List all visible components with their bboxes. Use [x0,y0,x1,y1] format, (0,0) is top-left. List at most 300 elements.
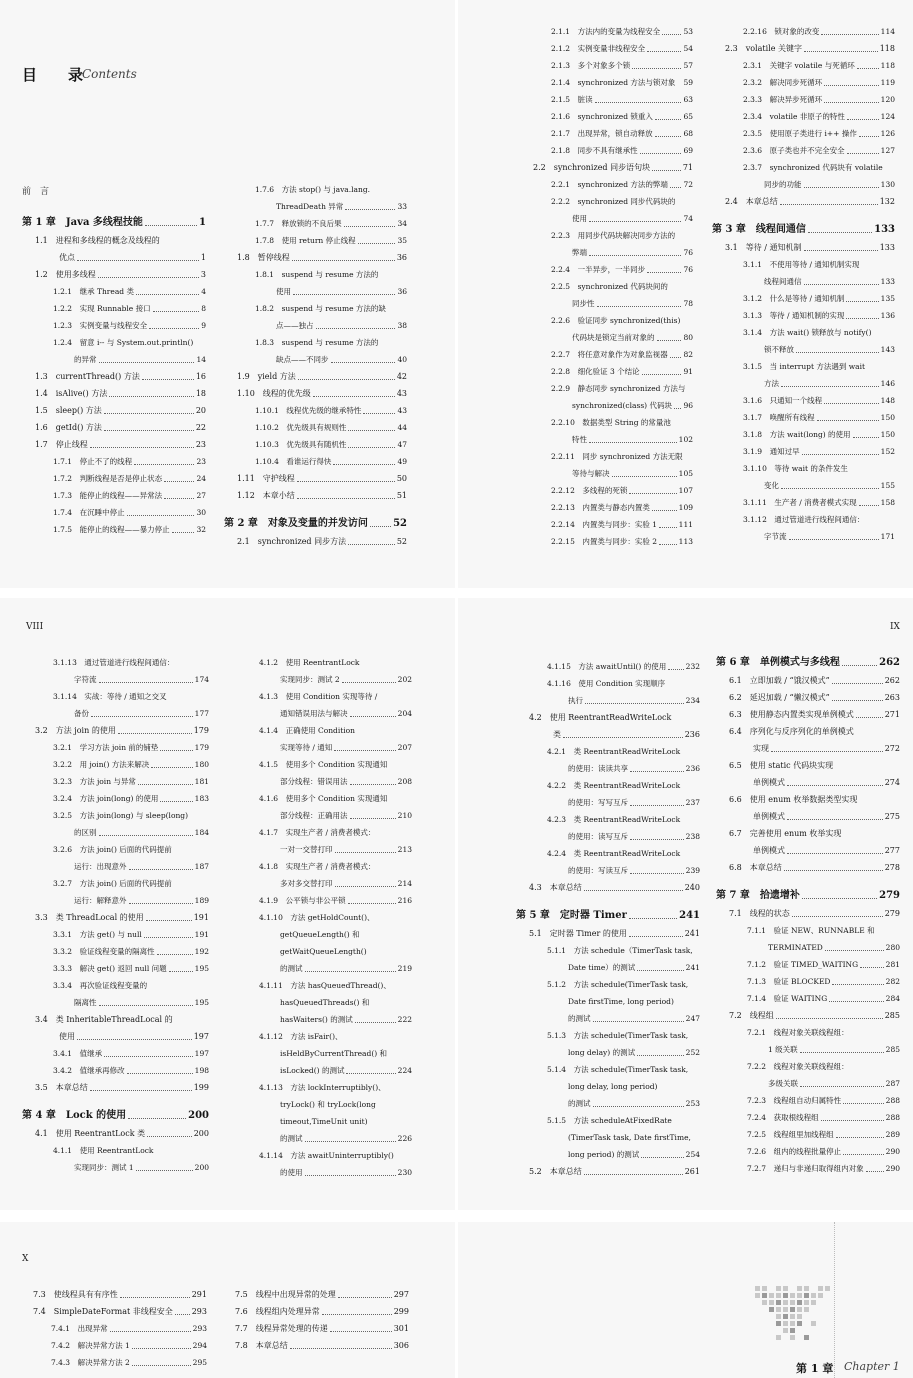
toc-entry[interactable] [22,722,209,739]
toc-entry[interactable] [224,487,407,504]
toc-entry[interactable] [228,756,412,773]
toc-entry[interactable] [520,499,693,516]
toc-entry[interactable] [22,994,209,1011]
toc-entry[interactable] [712,392,895,409]
toc-entry[interactable] [716,1092,900,1109]
toc-entry[interactable] [520,329,693,346]
toc-entry-title: 6.2 延迟加载 / “懒汉模式” [729,693,830,702]
toc-entry[interactable] [520,448,693,465]
toc-entry[interactable] [516,845,700,862]
toc-entry[interactable] [22,1142,209,1159]
toc-entry[interactable] [712,256,895,273]
toc-entry-title: long delay, long period) [568,1082,658,1091]
toc-entry[interactable] [712,40,895,57]
toc-entry[interactable] [712,290,895,307]
toc-entry[interactable] [516,1061,700,1078]
toc-entry[interactable] [22,654,209,671]
toc-entry[interactable] [22,368,206,385]
toc-entry[interactable] [224,232,407,249]
toc-entry[interactable] [22,385,206,402]
toc-entry[interactable] [228,705,412,722]
toc-entry[interactable] [716,973,900,990]
toc-entry-title: 执行 [568,696,583,705]
toc-entry[interactable] [520,397,693,414]
toc-page-number: 202 [397,675,412,684]
dot-leader [77,260,199,261]
toc-chapter-entry[interactable] [716,887,900,905]
toc-entry[interactable] [22,739,209,756]
toc-entry[interactable] [516,675,700,692]
toc-page-number: 254 [685,1150,700,1159]
toc-entry[interactable] [224,266,407,283]
toc-entry-title: 3.2.1 学习方法 join 前的铺垫 [53,743,159,752]
toc-entry[interactable] [516,1146,700,1163]
toc-entry[interactable] [716,1007,900,1024]
dot-leader [172,532,194,533]
toc-entry[interactable] [516,726,700,743]
toc-entry[interactable] [712,443,895,460]
toc-entry[interactable] [22,470,206,487]
toc-entry[interactable] [520,193,693,210]
toc-chapter-entry[interactable] [224,515,407,533]
toc-page-number: 118 [880,61,895,70]
toc-page-number: 50 [396,474,407,483]
toc-page-number: 197 [193,1032,209,1041]
toc-chapter-entry[interactable] [22,1107,209,1125]
dot-leader [338,1297,392,1298]
toc-entry[interactable] [224,300,407,317]
toc-entry[interactable] [228,841,412,858]
toc-entry-title: 2.1.4 synchronized 方法与锁对象 [551,78,676,87]
toc-entry[interactable] [716,1058,900,1075]
toc-chapter-entry[interactable] [712,221,895,239]
toc-entry-title: 方法 [764,379,779,388]
spacer [224,504,407,515]
toc-entry[interactable] [520,482,693,499]
toc-entry[interactable] [228,909,412,926]
toc-entry-title: 3.1.14 实战：等待 / 通知之交叉 [53,692,167,701]
toc-entry[interactable] [228,1011,412,1028]
toc-entry[interactable] [712,159,895,176]
toc-entry[interactable] [20,1320,207,1337]
toc-page-number: 279 [884,909,900,918]
toc-entry[interactable] [712,142,895,159]
toc-entry[interactable] [520,363,693,380]
toc-entry[interactable] [228,1045,412,1062]
toc-entry[interactable] [516,1010,700,1027]
toc-entry[interactable] [22,909,209,926]
toc-entry[interactable] [712,125,895,142]
toc-entry[interactable] [516,976,700,993]
toc-entry[interactable] [712,528,895,545]
dot-leader [655,119,681,120]
dot-leader [104,413,194,414]
toc-entry[interactable] [516,743,700,760]
toc-entry-title: 2.2.3 用同步代码块解决同步方法的 [551,231,676,240]
toc-entry[interactable] [22,960,209,977]
toc-entry[interactable] [712,23,895,40]
toc-entry[interactable] [712,511,895,528]
toc-entry[interactable] [22,317,206,334]
dot-leader [640,153,681,154]
toc-entry[interactable] [520,142,693,159]
toc-entry-title: 3.3.2 验证线程变量的隔离性 [53,947,155,956]
toc-entry-title: (TimerTask task, Date firstTime, [568,1133,691,1142]
toc-entry[interactable] [516,1163,700,1180]
toc-entry[interactable] [224,181,407,198]
toc-entry-title: 7.2.3 线程组自动归属特性 [747,1096,842,1105]
toc-entry[interactable] [22,249,206,266]
pixel-square [804,1293,809,1298]
toc-chapter-entry[interactable] [516,907,700,925]
toc-entry[interactable] [516,692,700,709]
toc-entry[interactable] [222,1337,409,1354]
toc-entry-title: 1.10.3 优先级具有随机性 [255,440,347,449]
toc-entry-title: 6.6 使用 enum 枚举数据类型实现 [729,795,858,804]
toc-entry[interactable] [228,875,412,892]
toc-entry[interactable] [520,227,693,244]
toc-entry[interactable] [228,807,412,824]
toc-entry[interactable] [224,351,407,368]
toc-entry[interactable] [712,176,895,193]
toc-entry[interactable] [716,1126,900,1143]
toc-entry-title: synchronized(class) 代码块 [572,401,672,410]
toc-entry[interactable] [516,760,700,777]
toc-entry[interactable] [716,1075,900,1092]
toc-entry[interactable] [22,232,206,249]
toc-entry[interactable] [224,453,407,470]
toc-entry[interactable] [520,159,693,176]
toc-entry[interactable] [224,470,407,487]
toc-entry[interactable] [22,977,209,994]
toc-page-number: 135 [880,294,895,303]
toc-entry[interactable] [22,436,206,453]
toc-entry[interactable] [228,1130,412,1147]
toc-entry[interactable] [712,307,895,324]
toc-entry[interactable] [22,1079,209,1096]
dot-leader [316,328,395,329]
spacer [716,876,900,887]
toc-entry[interactable] [516,862,700,879]
toc-entry[interactable] [520,23,693,40]
toc-entry[interactable] [228,790,412,807]
toc-entry[interactable] [712,193,895,210]
toc-entry[interactable] [22,504,206,521]
toc-entry[interactable] [228,960,412,977]
dot-leader [363,413,395,414]
toc-entry[interactable] [22,266,206,283]
toc-entry[interactable] [228,773,412,790]
toc-entry[interactable] [520,533,693,550]
toc-entry[interactable] [516,1044,700,1061]
toc-entry-title: 的使用：读写互斥 [568,832,628,841]
toc-entry[interactable] [712,74,895,91]
toc-entry[interactable] [712,57,895,74]
toc-entry[interactable] [516,794,700,811]
toc-entry[interactable] [516,1027,700,1044]
toc-entry[interactable] [22,453,206,470]
dot-leader [630,771,684,772]
toc-entry[interactable] [22,773,209,790]
toc-entry[interactable] [228,1164,412,1181]
toc-entry[interactable] [22,351,206,368]
toc-entry[interactable] [228,1079,412,1096]
toc-entry[interactable] [520,108,693,125]
toc-entry[interactable] [22,1011,209,1028]
toc-entry[interactable] [22,807,209,824]
toc-entry[interactable] [520,176,693,193]
toc-entry[interactable] [716,842,900,859]
toc-entry[interactable] [20,1286,207,1303]
toc-entry[interactable] [22,1062,209,1079]
toc-entry[interactable] [716,922,900,939]
toc-entry[interactable] [712,108,895,125]
toc-entry[interactable] [716,723,900,740]
toc-entry[interactable] [516,811,700,828]
toc-entry[interactable] [712,477,895,494]
toc-entry[interactable] [224,334,407,351]
toc-entry[interactable] [716,1160,900,1177]
toc-entry[interactable] [716,939,900,956]
toc-entry[interactable] [716,1024,900,1041]
toc-entry[interactable] [228,977,412,994]
toc-entry[interactable] [716,1143,900,1160]
toc-entry[interactable] [516,777,700,794]
toc-entry[interactable] [228,722,412,739]
dot-leader [657,340,681,341]
dot-leader [804,250,878,251]
toc-entry[interactable] [22,688,209,705]
toc-entry[interactable] [222,1320,409,1337]
toc-page-number: 271 [884,710,900,719]
toc-entry-title: 2.2.11 同步 synchronized 方法无限 [551,452,683,461]
toc-entry[interactable] [228,1096,412,1113]
toc-entry[interactable] [228,1147,412,1164]
toc-entry[interactable] [22,1028,209,1045]
toc-entry[interactable] [516,1112,700,1129]
dot-leader [808,232,872,233]
toc-entry[interactable] [22,283,206,300]
toc-entry[interactable] [228,892,412,909]
toc-entry[interactable] [716,808,900,825]
toc-page-number: 133 [874,224,895,235]
toc-column [228,654,412,1181]
toc-entry[interactable] [22,334,206,351]
dot-leader [804,51,878,52]
toc-entry[interactable] [716,990,900,1007]
toc-entry[interactable] [228,926,412,943]
toc-entry[interactable] [516,828,700,845]
dot-leader [824,85,879,86]
toc-entry[interactable] [516,658,700,675]
toc-entry[interactable] [228,654,412,671]
dot-leader [350,716,396,717]
toc-page-number: 200 [194,1163,209,1172]
toc-entry[interactable] [224,402,407,419]
toc-entry[interactable] [520,278,693,295]
toc-entry[interactable] [22,926,209,943]
toc-entry-title: 1.8 暂停线程 [237,253,290,262]
toc-entry[interactable] [22,1159,209,1176]
toc-entry[interactable] [22,892,209,909]
toc-entry[interactable] [228,1113,412,1130]
toc-entry[interactable] [712,341,895,358]
toc-entry[interactable] [228,1062,412,1079]
toc-entry[interactable] [224,198,407,215]
toc-entry[interactable] [712,426,895,443]
toc-entry[interactable] [520,380,693,397]
toc-entry[interactable] [716,740,900,757]
toc-entry[interactable] [228,671,412,688]
toc-entry[interactable] [712,494,895,511]
toc-entry[interactable] [22,402,206,419]
toc-entry[interactable] [228,994,412,1011]
toc-entry[interactable] [712,91,895,108]
toc-entry-title: 7.4.3 解决异常方法 2 [51,1358,130,1367]
toc-page-number: 174 [194,675,209,684]
toc-page-number: 130 [880,180,895,189]
toc-entry[interactable] [712,239,895,256]
toc-entry[interactable] [224,533,407,550]
toc-entry[interactable] [516,1095,700,1112]
toc-entry[interactable] [520,74,693,91]
toc-entry[interactable] [716,672,900,689]
toc-entry[interactable] [224,368,407,385]
toc-entry[interactable] [520,465,693,482]
toc-entry[interactable] [228,1028,412,1045]
toc-entry[interactable] [520,431,693,448]
toc-entry[interactable] [228,688,412,705]
toc-subtitle: Contents [82,67,137,81]
toc-entry[interactable] [228,739,412,756]
toc-entry[interactable] [228,824,412,841]
toc-entry[interactable] [716,689,900,706]
toc-entry[interactable] [22,521,206,538]
toc-entry[interactable] [716,706,900,723]
toc-entry[interactable] [20,1337,207,1354]
toc-entry[interactable] [520,57,693,74]
toc-entry[interactable] [520,40,693,57]
toc-entry[interactable] [224,419,407,436]
toc-entry[interactable] [520,210,693,227]
toc-entry[interactable] [516,925,700,942]
toc-entry[interactable] [22,1125,209,1142]
toc-entry[interactable] [22,300,206,317]
toc-page-number: 299 [393,1307,409,1316]
toc-entry-title: 的区别 [74,828,97,837]
toc-entry[interactable] [20,1354,207,1371]
toc-entry-title: isHeldByCurrentThread() 和 [280,1049,388,1058]
toc-entry[interactable] [22,419,206,436]
toc-entry[interactable] [22,756,209,773]
dot-leader [132,1365,191,1366]
toc-entry[interactable] [224,249,407,266]
chapter-label-en: Chapter 1 [844,1360,900,1373]
toc-entry[interactable] [516,942,700,959]
toc-entry[interactable] [22,858,209,875]
pixel-square [818,1293,823,1298]
toc-entry[interactable] [224,317,407,334]
toc-entry[interactable] [224,283,407,300]
toc-entry[interactable] [22,841,209,858]
toc-entry[interactable] [224,215,407,232]
toc-entry[interactable] [716,956,900,973]
toc-entry[interactable] [516,1078,700,1095]
toc-entry[interactable] [716,1041,900,1058]
toc-entry[interactable] [520,91,693,108]
toc-entry[interactable] [22,790,209,807]
toc-entry-title: Date firstTime, long period) [568,997,674,1006]
toc-entry[interactable] [716,825,900,842]
toc-entry[interactable] [716,757,900,774]
toc-entry-title: 多对多交替打印 [280,879,333,888]
toc-entry[interactable] [716,791,900,808]
toc-entry[interactable] [516,993,700,1010]
toc-entry[interactable] [716,774,900,791]
toc-entry[interactable] [520,312,693,329]
toc-entry-title: 的使用 [280,1168,303,1177]
toc-entry[interactable] [22,671,209,688]
toc-entry[interactable] [22,875,209,892]
toc-entry[interactable] [22,1045,209,1062]
toc-entry[interactable] [22,824,209,841]
toc-entry[interactable] [516,879,700,896]
toc-page-number: 52 [396,537,407,546]
toc-entry[interactable] [716,1109,900,1126]
toc-entry[interactable] [516,709,700,726]
pixel-square [797,1300,802,1305]
toc-entry-title: 运行：出现意外 [74,862,127,871]
toc-entry[interactable] [516,959,700,976]
toc-entry[interactable] [712,273,895,290]
toc-entry-title: 第 7 章 拾遗增补 [716,890,800,901]
toc-entry[interactable] [520,261,693,278]
toc-entry[interactable] [222,1286,409,1303]
toc-page-number: 184 [194,828,209,837]
toc-entry[interactable] [520,516,693,533]
toc-entry[interactable] [520,244,693,261]
toc-entry[interactable] [222,1303,409,1320]
toc-entry[interactable] [520,346,693,363]
toc-entry[interactable] [520,295,693,312]
toc-entry[interactable] [22,943,209,960]
toc-entry[interactable] [712,460,895,477]
toc-entry-title: 3.1.8 方法 wait(long) 的使用 [743,430,851,439]
toc-entry[interactable] [712,358,895,375]
toc-entry[interactable] [228,943,412,960]
toc-entry[interactable] [712,324,895,341]
toc-entry[interactable] [712,375,895,392]
toc-entry-title: 使用 [35,1032,75,1041]
toc-entry-title: 变化 [764,481,779,490]
toc-entry[interactable] [716,905,900,922]
toc-entry[interactable] [520,414,693,431]
toc-entry[interactable] [716,859,900,876]
toc-entry[interactable] [224,436,407,453]
toc-page-number: 171 [880,532,895,541]
toc-entry[interactable] [22,487,206,504]
toc-entry[interactable] [224,385,407,402]
toc-entry[interactable] [712,409,895,426]
toc-page-number: 113 [678,537,693,546]
toc-entry[interactable] [22,705,209,722]
toc-chapter-entry[interactable] [22,214,206,232]
toc-entry[interactable] [520,125,693,142]
toc-entry[interactable] [228,858,412,875]
toc-entry[interactable] [20,1303,207,1320]
toc-entry[interactable] [516,1129,700,1146]
toc-chapter-entry[interactable] [716,654,900,672]
